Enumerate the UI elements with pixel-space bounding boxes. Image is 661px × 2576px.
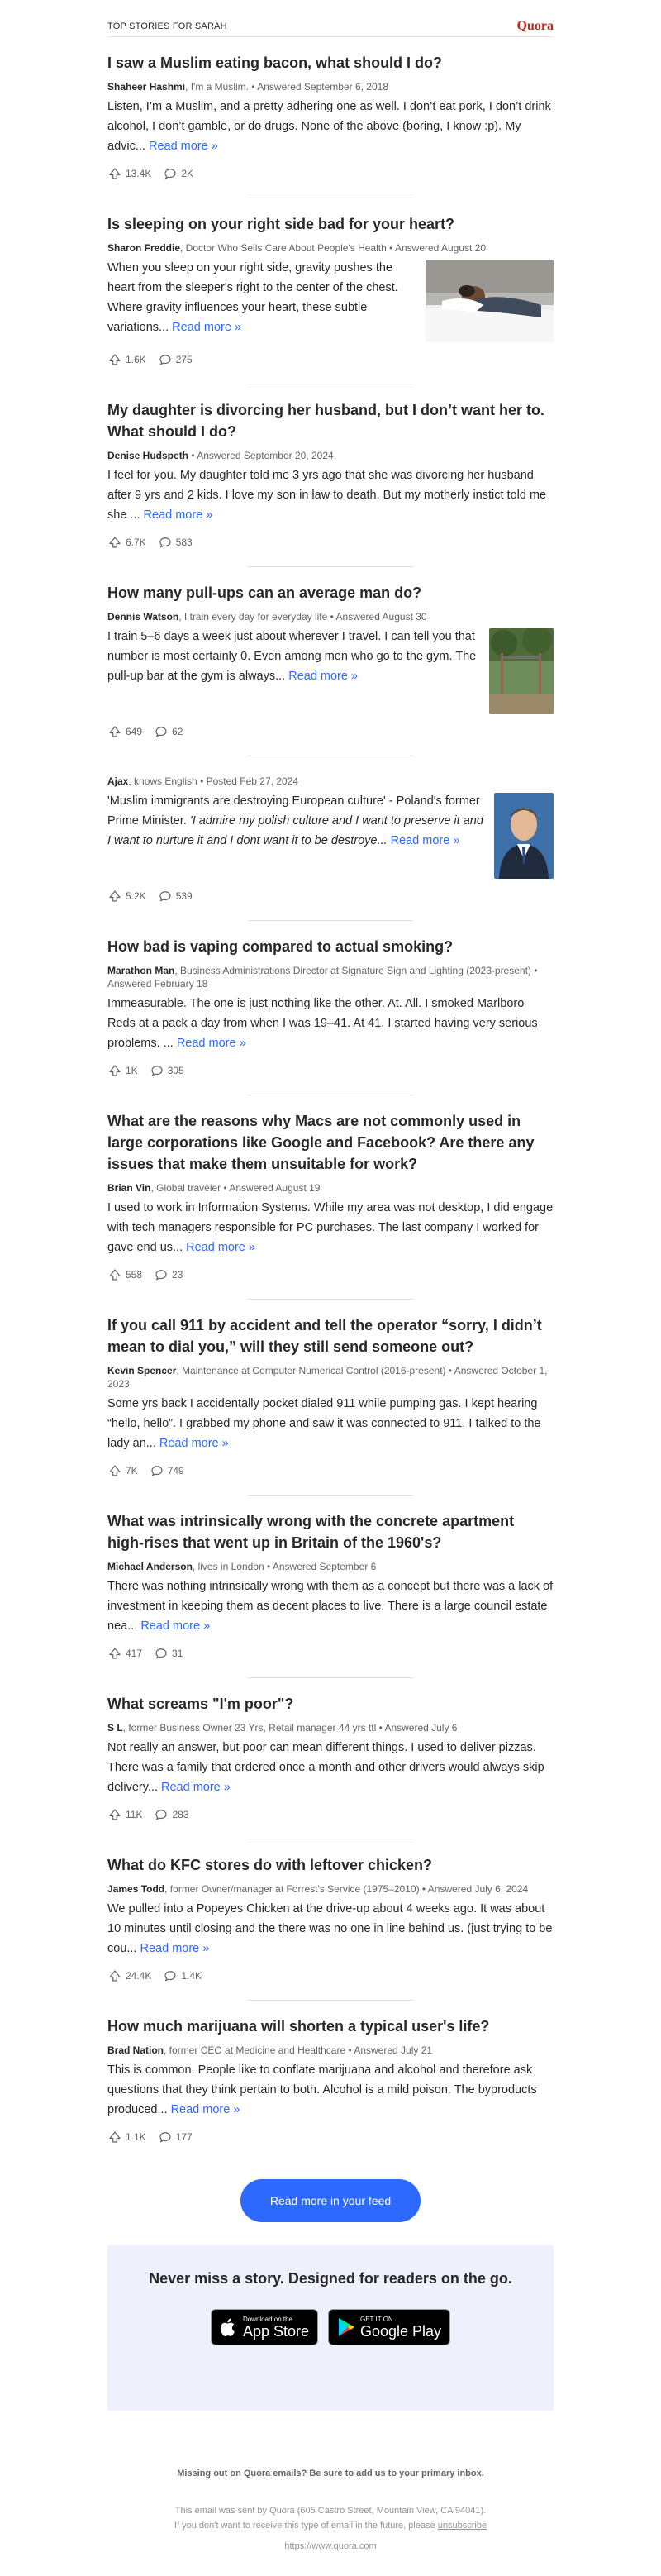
comment-count: 749 — [167, 1465, 184, 1476]
story-actions — [107, 535, 554, 550]
read-more-link[interactable]: Read more » — [288, 670, 359, 683]
upvote-icon — [107, 1968, 122, 1983]
footer-inbox-note: Missing out on Quora emails? Be sure to add us to your primary inbox. — [177, 2469, 484, 2478]
story-title[interactable]: What are the reasons why Macs are not commonly used in large corporations like Google and Facebook? Are there any issues that make them unsuitable for work? — [107, 1113, 535, 1172]
story-actions — [107, 2130, 554, 2144]
story-author[interactable]: Ajax — [107, 775, 129, 787]
read-more-link[interactable]: Read more » — [148, 140, 218, 153]
story-body — [107, 627, 479, 714]
comment-button[interactable] — [158, 535, 193, 550]
story-card — [107, 1839, 554, 2000]
story-date: • Answered July 6, 2024 — [419, 1883, 529, 1895]
comment-icon — [158, 889, 173, 904]
story-body-row — [107, 791, 554, 879]
story-card — [107, 1496, 554, 1677]
story-excerpt: I used to work in Information Systems. While my area was not desktop, I did engage with tech managers responsible for PC purchases. The last company I worked for gave end us... — [107, 1201, 554, 1254]
email-container — [107, 0, 554, 2576]
comment-count: 62 — [172, 726, 183, 737]
story-meta — [107, 1721, 554, 1734]
upvote-count: 417 — [126, 1648, 143, 1659]
story-author[interactable]: Shaheer Hashmi — [107, 81, 186, 93]
story-meta — [107, 1181, 554, 1195]
story-excerpt: We pulled into a Popeyes Chicken at the drive-up about 4 weeks ago. It was about 10 minutes until closing and the there was no one in line behind us. (just trying to be cou... — [107, 1902, 553, 1955]
upvote-count: 13.4K — [126, 168, 152, 179]
comment-icon — [158, 2130, 173, 2144]
story-title[interactable]: What was intrinsically wrong with the concrete apartment high-rises that went up in Britain of the 1960's? — [107, 1513, 515, 1551]
footer — [107, 2411, 554, 2576]
comment-count: 1.4K — [181, 1970, 202, 1982]
story-date: • Answered July 21 — [345, 2044, 433, 2056]
upvote-button[interactable] — [107, 724, 142, 739]
story-actions — [107, 1807, 554, 1822]
story-meta — [107, 964, 554, 990]
story-excerpt: When you sleep on your right side, gravity pushes the heart from the sleeper's right to the center of the chest. Where gravity influences your heart, these subtle variations... — [107, 261, 398, 334]
story-credential: , knows English — [128, 775, 197, 787]
upvote-count: 649 — [126, 726, 143, 737]
app-promo — [107, 2245, 554, 2411]
story-body — [107, 791, 484, 879]
read-more-link[interactable]: Read more » — [161, 1781, 231, 1794]
story-date: • Answered September 6, 2018 — [249, 81, 388, 93]
story-title[interactable]: What do KFC stores do with leftover chicken? — [107, 1857, 433, 1873]
comment-icon — [158, 535, 173, 550]
quora-site-link[interactable]: https://www.quora.com — [284, 2541, 377, 2551]
upvote-button[interactable] — [107, 2130, 146, 2144]
upvote-icon — [107, 1807, 122, 1822]
upvote-count: 1.1K — [126, 2131, 146, 2143]
promo-title: Never miss a story. Designed for readers on the go. — [149, 2270, 512, 2287]
story-body — [107, 1899, 554, 1958]
story-author[interactable]: Dennis Watson — [107, 611, 179, 623]
upvote-count: 1K — [126, 1065, 138, 1076]
story-card — [107, 2001, 554, 2161]
story-meta — [107, 1364, 554, 1391]
story-body — [107, 97, 554, 156]
story-credential: , former Owner/manager at Forrest's Service (1975–2010) — [164, 1883, 420, 1895]
story-actions — [107, 166, 554, 181]
story-excerpt: Some yrs back I accidentally pocket dialed 911 while pumping gas. I kept hearing “hello, hello”. I grabbed my phone and saw it was connected to 911. I talked to the lady an... — [107, 1397, 541, 1450]
upvote-count: 7K — [126, 1465, 138, 1476]
upvote-icon — [107, 724, 122, 739]
upvote-icon — [107, 166, 122, 181]
upvote-icon — [107, 1063, 122, 1078]
comment-count: 583 — [175, 537, 193, 548]
comment-button[interactable] — [150, 1063, 184, 1078]
story-actions — [107, 352, 554, 367]
story-date: • Answered August 20 — [386, 242, 487, 254]
comment-count: 275 — [175, 354, 193, 365]
upvote-count: 24.4K — [126, 1970, 152, 1982]
story-body — [107, 1198, 554, 1257]
comment-icon — [150, 1063, 164, 1078]
read-more-feed-button[interactable]: Read more in your feed — [240, 2179, 421, 2222]
read-more-link[interactable]: Read more » — [172, 321, 241, 334]
comment-button[interactable] — [158, 889, 193, 904]
story-meta — [107, 1560, 554, 1573]
story-card — [107, 37, 554, 198]
story-date: • Answered August 19 — [221, 1182, 321, 1194]
read-more-link[interactable]: Read more » — [143, 508, 213, 522]
story-excerpt: 'Muslim immigrants are destroying European culture' - Poland's former Prime Minister. — [107, 794, 480, 828]
story-date: • Answered July 6 — [376, 1722, 458, 1734]
comment-button[interactable] — [163, 166, 193, 181]
upvote-count: 1.6K — [126, 354, 146, 365]
story-date: • Posted Feb 27, 2024 — [197, 775, 299, 787]
story-meta — [107, 241, 554, 255]
story-actions — [107, 1267, 554, 1282]
comment-count: 283 — [172, 1809, 189, 1820]
story-actions — [107, 889, 554, 904]
header — [107, 17, 554, 36]
comment-button[interactable] — [163, 1968, 202, 1983]
story-meta — [107, 775, 554, 788]
read-more-link[interactable]: Read more » — [159, 1437, 229, 1450]
story-card — [107, 567, 554, 756]
upvote-button[interactable] — [107, 1807, 142, 1822]
comment-button[interactable] — [154, 1646, 183, 1661]
upvote-icon — [107, 1267, 122, 1282]
upvote-icon — [107, 352, 122, 367]
upvote-icon — [107, 1463, 122, 1478]
footer-unsub-text: If you don't want to receive this type of email in the future, please — [174, 2521, 438, 2531]
unsubscribe-link[interactable]: unsubscribe — [437, 2521, 487, 2531]
story-author[interactable]: S L — [107, 1722, 123, 1734]
story-author[interactable]: Brad Nation — [107, 2044, 164, 2056]
story-author[interactable]: Brian Vin — [107, 1182, 151, 1194]
comment-button[interactable] — [158, 352, 193, 367]
story-credential: , Doctor Who Sells Care About People's Health — [180, 242, 387, 254]
comment-icon — [163, 1968, 178, 1983]
story-credential: , former CEO at Medicine and Healthcare — [164, 2044, 346, 2056]
comment-icon — [154, 1807, 169, 1822]
story-author[interactable]: Michael Anderson — [107, 1561, 193, 1572]
story-actions — [107, 1463, 554, 1478]
story-title[interactable]: How much marijuana will shorten a typical user's life? — [107, 2018, 490, 2035]
read-more-link[interactable]: Read more » — [390, 834, 460, 847]
story-meta — [107, 449, 554, 462]
story-body — [107, 1394, 554, 1453]
story-body — [107, 1738, 554, 1797]
story-credential: , Global traveler — [150, 1182, 221, 1194]
story-body — [107, 2060, 554, 2120]
upvote-button[interactable] — [107, 889, 146, 904]
footer-sent-by: This email was sent by Quora (605 Castro Street, Mountain View, CA 94041). — [174, 2506, 487, 2516]
upvote-icon — [107, 889, 122, 904]
comment-button[interactable] — [158, 2130, 193, 2144]
comment-button[interactable] — [154, 1807, 188, 1822]
story-actions — [107, 1063, 554, 1078]
story-author[interactable]: Sharon Freddie — [107, 242, 181, 254]
story-title[interactable]: How many pull-ups can an average man do? — [107, 584, 422, 601]
story-credential: , Maintenance at Computer Numerical Control (2016-present) — [176, 1365, 446, 1376]
story-credential: , I'm a Muslim. — [185, 81, 250, 93]
story-excerpt: I train 5–6 days a week just about wherever I travel. I can tell you that number is most certainly 0. Even among men who go to the gym. The pull-up bar at the gym is always... — [107, 630, 477, 683]
upvote-count: 5.2K — [126, 890, 146, 902]
comment-count: 177 — [175, 2131, 193, 2143]
cta-section — [107, 2161, 554, 2245]
comment-count: 2K — [181, 168, 194, 179]
upvote-button[interactable] — [107, 1463, 138, 1478]
upvote-icon — [107, 2130, 122, 2144]
story-author[interactable]: Denise Hudspeth — [107, 450, 189, 461]
story-thumbnail-portrait[interactable] — [494, 793, 554, 879]
story-excerpt: There was nothing intrinsically wrong with them as a concept but there was a lack of investment in keeping them as decent places to live. There is a large council estate nea... — [107, 1580, 554, 1633]
read-more-link[interactable]: Read more » — [176, 1037, 246, 1050]
story-meta — [107, 80, 554, 93]
apple-icon — [220, 2316, 238, 2338]
story-credential: , lives in London — [192, 1561, 264, 1572]
upvote-button[interactable] — [107, 166, 151, 181]
story-card — [107, 1678, 554, 1839]
story-thumbnail-sleeping-man[interactable] — [426, 260, 554, 342]
story-title[interactable]: My daughter is divorcing her husband, but I don’t want her to. What should I do? — [107, 402, 545, 440]
comment-count: 31 — [172, 1648, 183, 1659]
app-store-badge[interactable] — [211, 2309, 318, 2345]
story-credential: , I train every day for everyday life — [178, 611, 328, 623]
story-body — [107, 994, 554, 1053]
story-quote: 'I admire my polish culture and I want to preserve it and I want to nurture it and I dont want it to be destroye... — [107, 814, 483, 847]
comment-icon — [163, 166, 178, 181]
story-body — [107, 465, 554, 525]
comment-icon — [158, 352, 173, 367]
header-label: TOP STORIES FOR SARAH — [107, 21, 227, 31]
read-more-link[interactable]: Read more » — [140, 1942, 210, 1955]
upvote-button[interactable] — [107, 535, 146, 550]
story-title[interactable]: Is sleeping on your right side bad for your heart? — [107, 216, 455, 232]
story-excerpt: Listen, I’m a Muslim, and a pretty adhering one as well. I don’t eat pork, I don’t drink alcohol, I don’t gamble, or do drugs. None of the above (boring, I know :p). My advic... — [107, 100, 551, 153]
app-badges — [107, 2309, 554, 2345]
comment-icon — [154, 724, 169, 739]
google-play-small: GET IT ON — [360, 2315, 393, 2323]
upvote-button[interactable] — [107, 1063, 138, 1078]
upvote-button[interactable] — [107, 1968, 151, 1983]
story-date: • Answered September 20, 2024 — [188, 450, 334, 461]
story-actions — [107, 1646, 554, 1661]
story-body — [107, 258, 416, 342]
quora-logo[interactable]: Quora — [516, 19, 554, 33]
story-body-row — [107, 627, 554, 714]
google-play-badge[interactable] — [328, 2309, 450, 2345]
story-actions — [107, 724, 554, 739]
story-excerpt: I feel for you. My daughter told me 3 yrs ago that she was divorcing her husband after 9 yrs and 2 kids. I love my son in law to death. But my motherly instict told me she ... — [107, 469, 547, 522]
comment-count: 23 — [172, 1269, 183, 1281]
upvote-button[interactable] — [107, 1646, 142, 1661]
comment-icon — [154, 1267, 169, 1282]
upvote-icon — [107, 1646, 122, 1661]
comment-count: 539 — [175, 890, 193, 902]
story-credential: , Business Administrations Director at Signature Sign and Lighting (2023-present) — [174, 965, 531, 976]
upvote-count: 11K — [126, 1809, 143, 1820]
google-play-large: Google Play — [360, 2322, 442, 2340]
story-card — [107, 1300, 554, 1495]
read-more-link[interactable]: Read more » — [186, 1241, 255, 1254]
read-more-link[interactable]: Read more » — [170, 2103, 240, 2116]
story-credential: , former Business Owner 23 Yrs, Retail manager 44 yrs ttl — [122, 1722, 377, 1734]
upvote-count: 6.7K — [126, 537, 146, 548]
story-excerpt: Not really an answer, but poor can mean different things. I used to deliver pizzas. There was a family that ordered once a month and other drivers would always skip delivery... — [107, 1741, 544, 1794]
story-title[interactable]: What screams "I'm poor"? — [107, 1696, 294, 1712]
story-date: • Answered September 6 — [264, 1561, 377, 1572]
app-store-large: App Store — [242, 2322, 309, 2340]
story-title[interactable]: How bad is vaping compared to actual smoking? — [107, 938, 454, 955]
upvote-icon — [107, 535, 122, 550]
story-excerpt: Immeasurable. The one is just nothing like the other. At. All. I smoked Marlboro Reds at a pack a day from when I was 19–41. At 41, I started having very serious problems. ... — [107, 997, 538, 1050]
story-card — [107, 384, 554, 566]
read-more-link[interactable]: Read more » — [140, 1620, 211, 1633]
story-date: • Answered August 30 — [327, 611, 427, 623]
story-body-row — [107, 258, 554, 342]
upvote-button[interactable] — [107, 352, 146, 367]
story-author[interactable]: James Todd — [107, 1883, 165, 1895]
upvote-count: 558 — [126, 1269, 143, 1281]
story-title[interactable]: I saw a Muslim eating bacon, what should I do? — [107, 55, 443, 71]
story-date: • Answered October 1, 2023 — [107, 1365, 548, 1390]
comment-button[interactable] — [154, 1267, 183, 1282]
google-play-icon — [337, 2317, 355, 2337]
footer-unsubscribe-line — [107, 2518, 554, 2533]
story-excerpt: This is common. People like to conflate marijuana and alcohol and therefore ask questions that they think pertain to both. Alcohol is a mild poison. The byproducts produced... — [107, 2063, 537, 2116]
comment-icon — [154, 1646, 169, 1661]
story-author[interactable]: Kevin Spencer — [107, 1365, 177, 1376]
story-title[interactable]: If you call 911 by accident and tell the operator “sorry, I didn’t mean to dial you,” will they still send someone out? — [107, 1317, 542, 1355]
app-store-small: Download on the — [242, 2315, 292, 2323]
story-card — [107, 1095, 554, 1299]
comment-count: 305 — [167, 1065, 184, 1076]
comment-button[interactable] — [154, 724, 183, 739]
comment-icon — [150, 1463, 164, 1478]
story-actions — [107, 1968, 554, 1983]
upvote-button[interactable] — [107, 1267, 142, 1282]
story-meta — [107, 610, 554, 623]
story-date: • Answered February 18 — [107, 965, 538, 990]
story-author[interactable]: Marathon Man — [107, 965, 175, 976]
story-body — [107, 1577, 554, 1636]
story-card — [107, 756, 554, 920]
story-meta — [107, 2044, 554, 2057]
story-meta — [107, 1882, 554, 1896]
story-card — [107, 921, 554, 1095]
comment-button[interactable] — [150, 1463, 184, 1478]
story-thumbnail-pullup-bar[interactable] — [489, 628, 554, 714]
story-card — [107, 198, 554, 384]
